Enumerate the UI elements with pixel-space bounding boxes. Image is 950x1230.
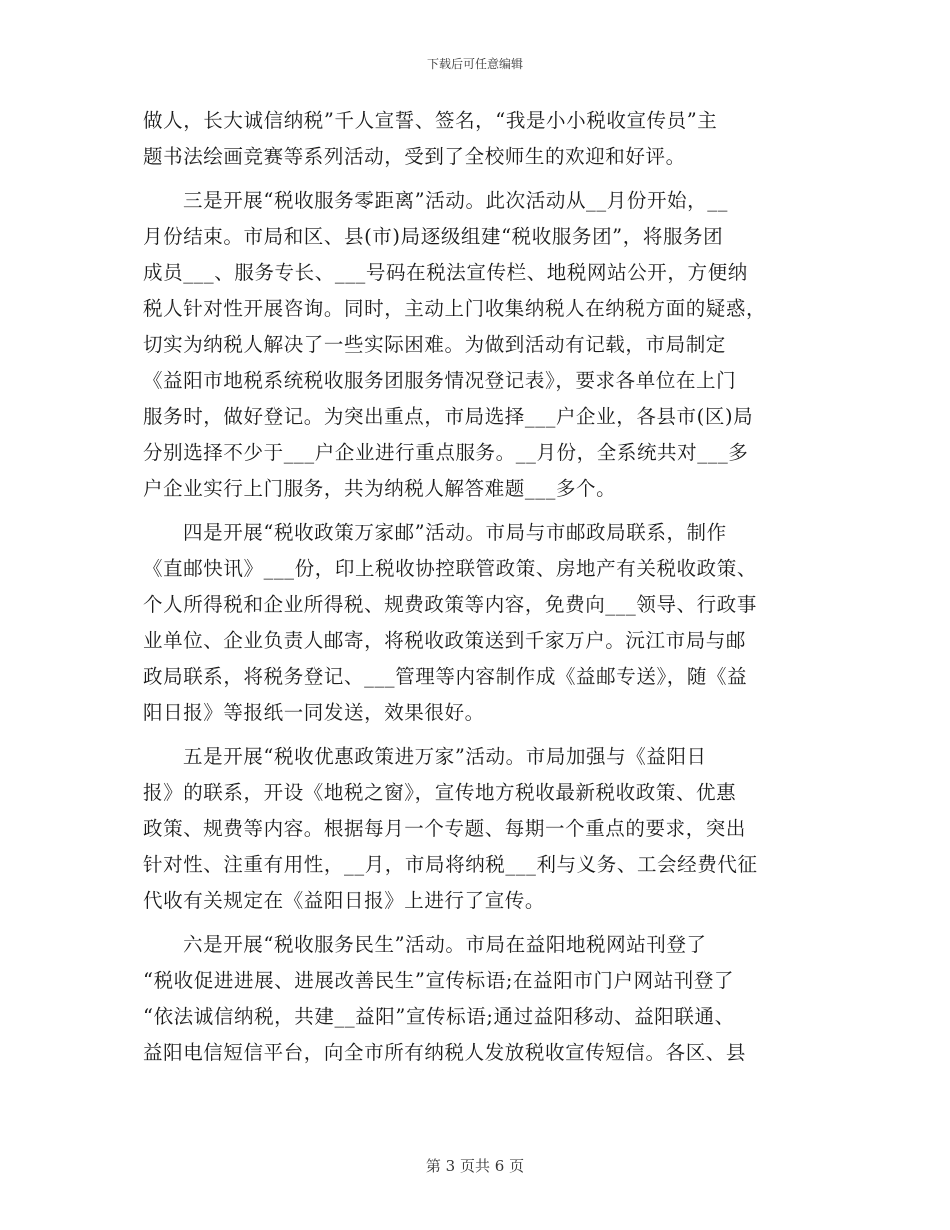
paragraph-gap (143, 507, 808, 515)
text-line: 切实为纳税人解决了一些实际困难。为做到活动有记载，市局制定 (143, 333, 726, 356)
text-line: 政局联系，将税务登记、___管理等内容制作成《益邮专送》，随《益 (143, 665, 748, 688)
text-line: 题书法绘画竞赛等系列活动，受到了全校师生的欢迎和好评。 (143, 145, 686, 168)
paragraph-5 (143, 927, 808, 1071)
paragraph-gap (143, 919, 808, 927)
text-line: 分别选择不少于___户企业进行重点服务。__月份，全系统共对___多 (143, 441, 749, 464)
text-line: 阳日报》等报纸一同发送，效果很好。 (143, 701, 485, 724)
text-line: 个人所得税和企业所得税、规费政策等内容，免费向___领导、行政事 (143, 593, 757, 616)
page-number: 第 3 页共 6 页 (425, 1157, 525, 1175)
text-line: 六是开展“税收服务民生”活动。市局在益阳地税网站刊登了 (183, 933, 707, 956)
text-line: 服务时，做好登记。为突出重点，市局选择___户企业，各县市(区)局 (143, 405, 754, 428)
text-line: 月份结束。市局和区、县(市)局逐级组建“税收服务团”，将服务团 (143, 225, 724, 248)
page-header-note: 下载后可任意编辑 (426, 57, 523, 71)
text-line: 政策、规费等内容。根据每月一个专题、每期一个重点的要求，突出 (143, 817, 747, 840)
text-line: 《直邮快讯》___份，印上税收协控联管政策、房地产有关税收政策、 (143, 557, 757, 580)
text-line: 益阳电信短信平台，向全市所有纳税人发放税收宣传短信。各区、县 (143, 1041, 747, 1064)
text-line: 户企业实行上门服务，共为纳税人解答难题___多个。 (143, 477, 617, 500)
text-line: 《益阳市地税系统税收服务团服务情况登记表》，要求各单位在上门 (143, 369, 737, 392)
text-line: 报》的联系，开设《地税之窗》，宣传地方税收最新税收政策、优惠 (143, 781, 737, 804)
paragraph-4 (143, 739, 808, 919)
text-line: 代收有关规定在《益阳日报》上进行了宣传。 (143, 889, 546, 912)
text-line: 四是开展“税收政策万家邮”活动。市局与市邮政局联系，制作 (183, 521, 727, 544)
text-line: 业单位、企业负责人邮寄，将税收政策送到千家万户。沅江市局与邮 (143, 629, 747, 652)
text-line: 成员___、服务专长、___号码在税法宣传栏、地税网站公开，方便纳 (143, 261, 748, 284)
document-body (143, 103, 808, 1071)
text-line: “依法诚信纳税，共建__益阳”宣传标语;通过益阳移动、益阳联通、 (143, 1005, 735, 1028)
paragraph-gap (143, 731, 808, 739)
text-line: 做人，长大诚信纳税”千人宣誓、签名，“我是小小税收宣传员”主 (143, 109, 718, 132)
paragraph-3 (143, 515, 808, 731)
text-line: 五是开展“税收优惠政策进万家”活动。市局加强与《益阳日 (183, 745, 707, 768)
paragraph-gap (143, 175, 808, 183)
paragraph-1 (143, 103, 808, 175)
text-line: 税人针对性开展咨询。同时，主动上门收集纳税人在纳税方面的疑惑， (143, 297, 767, 320)
text-line: 针对性、注重有用性，__月，市局将纳税___利与义务、工会经费代征 (143, 853, 758, 876)
text-line: 三是开展“税收服务零距离”活动。此次活动从__月份开始，__ (183, 189, 728, 212)
text-line: “税收促进进展、进展改善民生”宣传标语;在益阳市门户网站刊登了 (143, 969, 735, 992)
paragraph-2 (143, 183, 808, 507)
